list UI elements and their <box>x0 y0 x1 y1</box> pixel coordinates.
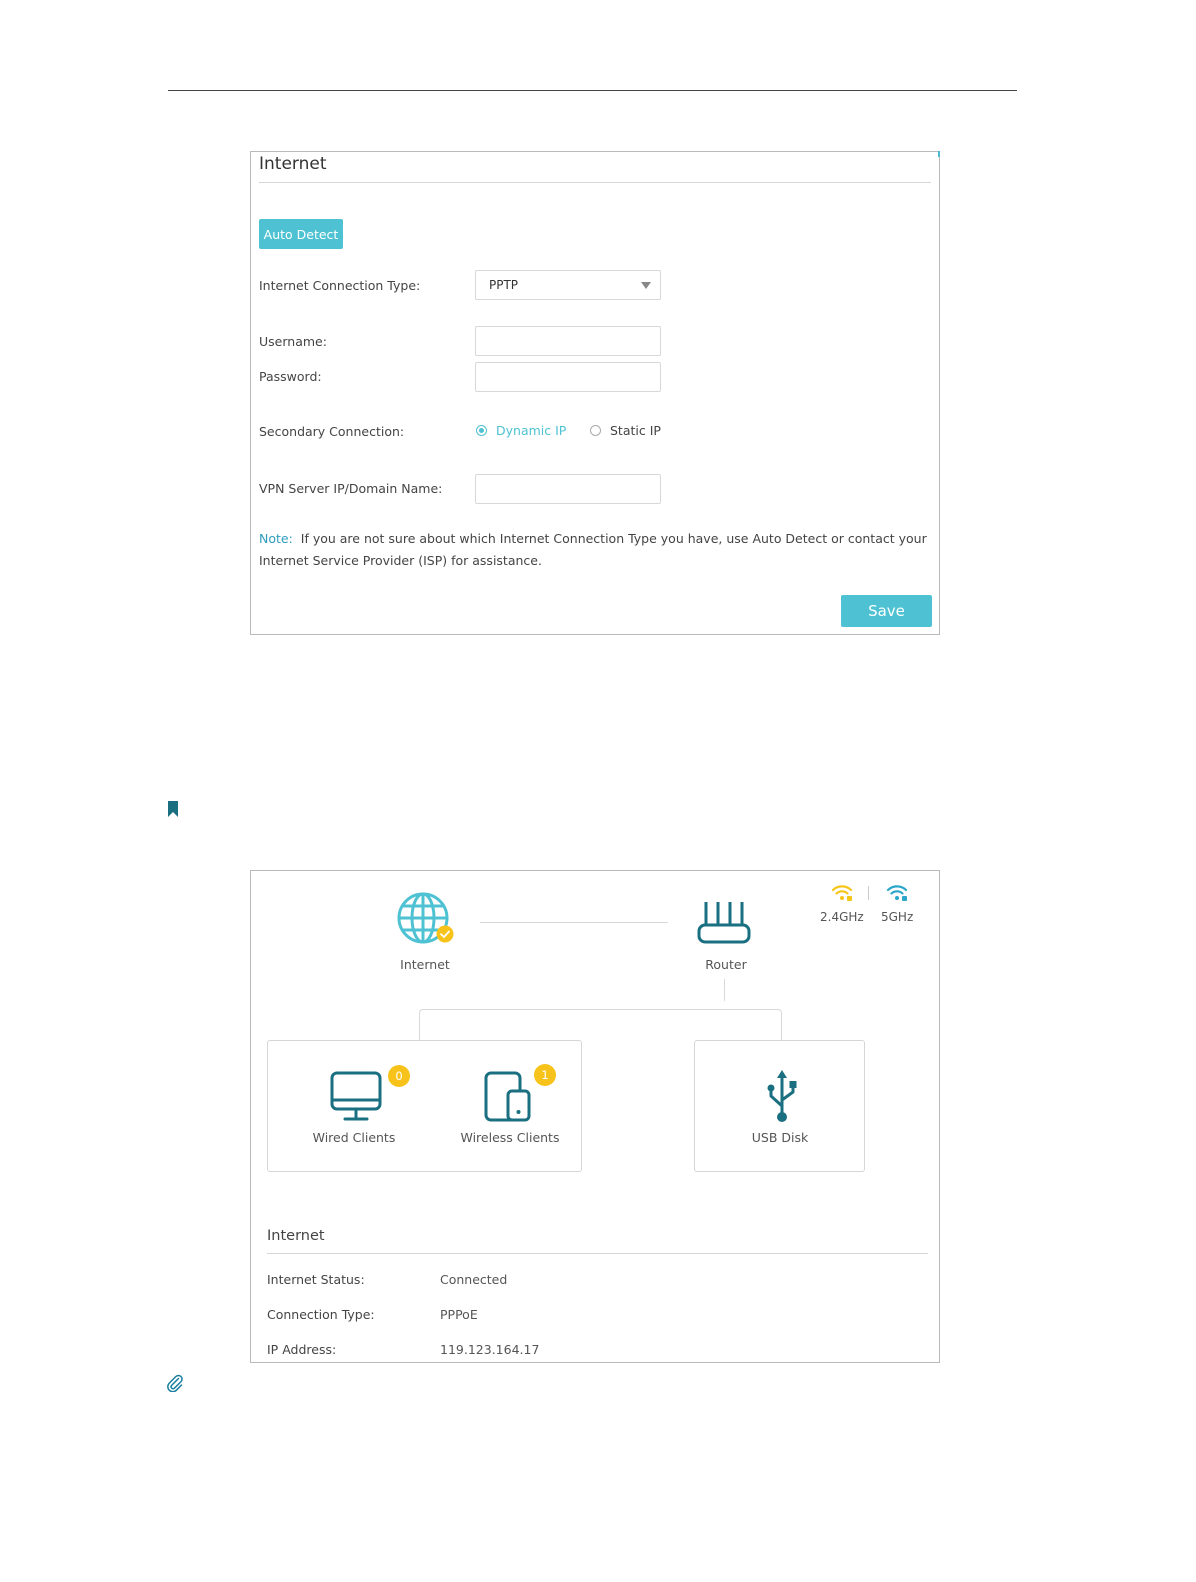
radio-dynamic-ip-control[interactable] <box>476 425 487 436</box>
save-button[interactable]: Save <box>841 595 932 627</box>
note-key: Note: <box>259 531 293 546</box>
dropdown-caret-icon <box>641 282 651 289</box>
wifi-icon[interactable] <box>886 884 908 902</box>
check-badge-icon <box>436 925 454 943</box>
status-row-value: Connected <box>440 1272 508 1287</box>
branch-connector <box>419 1009 782 1041</box>
radio-dynamic-ip[interactable] <box>476 423 566 438</box>
status-row-value: 119.123.164.17 <box>440 1342 540 1357</box>
usb-icon[interactable] <box>766 1068 798 1124</box>
wifi-5-label: 5GHz <box>881 910 914 924</box>
wired-clients-label[interactable]: Wired Clients <box>312 1130 396 1145</box>
page-header-rule <box>168 90 1017 91</box>
password-label: Password: <box>259 369 322 384</box>
internet-settings-panel <box>250 151 940 635</box>
clients-box <box>267 1040 582 1172</box>
auto-detect-button[interactable]: Auto Detect <box>259 219 343 249</box>
network-map-panel <box>250 870 940 1363</box>
internet-router-link <box>480 922 668 923</box>
router-icon[interactable] <box>696 899 752 945</box>
note-body: If you are not sure about which Internet Connection Type you have, use Auto Detect or contact your Internet Service Provider (ISP) for assistance. <box>259 531 927 568</box>
internet-node-label: Internet <box>400 957 450 972</box>
connection-type-value: PPTP <box>489 278 519 292</box>
wired-clients-count: 0 <box>388 1065 410 1087</box>
username-input[interactable] <box>475 326 661 356</box>
secondary-connection-label: Secondary Connection: <box>259 424 405 439</box>
connection-type-label: Internet Connection Type: <box>259 278 421 293</box>
wifi-icon[interactable] <box>831 884 853 902</box>
panel-title: Internet <box>259 154 327 174</box>
router-node-label: Router <box>705 957 747 972</box>
radio-dynamic-ip-label: Dynamic IP <box>496 423 567 438</box>
note-text <box>259 528 929 571</box>
status-row-label: IP Address: <box>267 1342 337 1357</box>
radio-static-ip[interactable] <box>590 423 661 438</box>
internet-node[interactable] <box>396 891 454 949</box>
usb-box[interactable] <box>694 1040 865 1172</box>
username-label: Username: <box>259 334 327 349</box>
radio-static-ip-control[interactable] <box>590 425 601 436</box>
password-input[interactable] <box>475 362 661 392</box>
title-divider <box>259 182 931 183</box>
status-row-label: Connection Type: <box>267 1307 375 1322</box>
monitor-icon[interactable] <box>329 1070 383 1122</box>
vpn-server-input[interactable] <box>475 474 661 504</box>
bookmark-icon <box>168 801 178 817</box>
devices-icon[interactable] <box>484 1071 532 1123</box>
status-row-value: PPPoE <box>440 1307 478 1322</box>
paperclip-icon <box>166 1374 184 1392</box>
status-section-title: Internet <box>267 1228 325 1244</box>
wifi-separator <box>868 886 869 900</box>
wifi-24-label: 2.4GHz <box>820 910 864 924</box>
router-down-link <box>724 979 725 1001</box>
wireless-clients-count: 1 <box>534 1064 556 1086</box>
panel-corner-accent <box>938 151 940 157</box>
wireless-clients-label[interactable]: Wireless Clients <box>460 1130 560 1145</box>
vpn-server-label: VPN Server IP/Domain Name: <box>259 481 443 496</box>
radio-static-ip-label: Static IP <box>610 423 661 438</box>
usb-disk-label: USB Disk <box>751 1130 809 1145</box>
status-row-label: Internet Status: <box>267 1272 365 1287</box>
status-divider <box>267 1253 928 1254</box>
connection-type-select[interactable] <box>475 270 661 300</box>
